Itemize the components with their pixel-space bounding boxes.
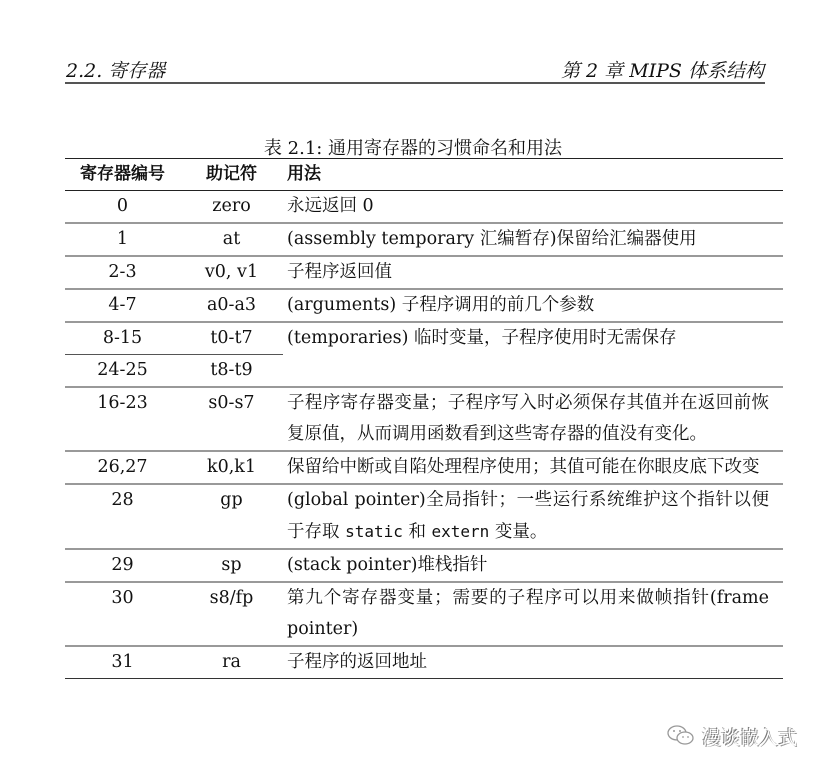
- register-mnemonic: zero: [180, 191, 283, 224]
- register-number: 30: [65, 582, 180, 646]
- register-mnemonic: t8-t9: [180, 355, 283, 388]
- table-row: [65, 582, 783, 646]
- table-header-row: [65, 159, 783, 191]
- register-number: 1: [65, 223, 180, 256]
- usage-text: 变量。: [489, 522, 548, 542]
- table-row: [65, 191, 783, 224]
- table-row: [65, 387, 783, 451]
- register-number: 0: [65, 191, 180, 224]
- register-table: [65, 158, 783, 679]
- register-number: 24-25: [65, 355, 180, 388]
- register-number: 2-3: [65, 256, 180, 289]
- register-number: 29: [65, 549, 180, 582]
- register-number: 26,27: [65, 451, 180, 484]
- table-row: [65, 223, 783, 256]
- register-number: 31: [65, 646, 180, 679]
- register-mnemonic: k0,k1: [180, 451, 283, 484]
- register-usage: (assembly temporary 汇编暂存)保留给汇编器使用: [283, 223, 783, 256]
- column-header-mnemonic: 助记符: [180, 159, 283, 191]
- register-usage: [283, 484, 783, 549]
- table-row: [65, 646, 783, 679]
- register-usage: (stack pointer)堆栈指针: [283, 549, 783, 582]
- register-usage: (arguments) 子程序调用的前几个参数: [283, 289, 783, 322]
- running-header-chapter: 第 2 章 MIPS 体系结构: [560, 60, 764, 82]
- register-mnemonic: s0-s7: [180, 387, 283, 451]
- wechat-icon: [666, 724, 696, 748]
- usage-text: 和: [402, 522, 432, 542]
- register-number: 16-23: [65, 387, 180, 451]
- code-static: static: [345, 522, 403, 541]
- column-header-usage: 用法: [283, 159, 783, 191]
- register-mnemonic: s8/fp: [180, 582, 283, 646]
- table-caption: 表 2.1: 通用寄存器的习惯命名和用法: [263, 138, 563, 159]
- table-row: [65, 256, 783, 289]
- register-mnemonic: v0, v1: [180, 256, 283, 289]
- register-mnemonic: sp: [180, 549, 283, 582]
- register-mnemonic: a0-a3: [180, 289, 283, 322]
- register-usage: 子程序的返回地址: [283, 646, 783, 679]
- column-header-number: 寄存器编号: [65, 159, 180, 191]
- register-usage: 第九个寄存器变量；需要的子程序可以用来做帧指针(frame pointer): [283, 582, 783, 646]
- register-mnemonic: t0-t7: [180, 322, 283, 355]
- register-mnemonic: ra: [180, 646, 283, 679]
- running-header-section: 2.2. 寄存器: [66, 60, 166, 82]
- register-number: 8-15: [65, 322, 180, 355]
- table-row: [65, 322, 783, 355]
- register-usage: 永远返回 0: [283, 191, 783, 224]
- register-usage: (temporaries) 临时变量，子程序使用时无需保存: [283, 322, 783, 387]
- table-row: [65, 289, 783, 322]
- watermark-text: 漫谈嵌入式: [702, 726, 798, 749]
- usage-text: (global pointer)全局指针；一些运行系统维护这个指针以便于存取: [287, 490, 769, 542]
- register-usage: 子程序寄存器变量；子程序写入时必须保存其值并在返回前恢复原值，从而调用函数看到这些寄存器的值没有变化。: [283, 387, 783, 451]
- code-extern: extern: [431, 522, 490, 541]
- register-number: 28: [65, 484, 180, 549]
- register-usage: 子程序返回值: [283, 256, 783, 289]
- table-row: [65, 484, 783, 549]
- table-row: [65, 549, 783, 582]
- header-rule: [65, 82, 765, 84]
- register-number: 4-7: [65, 289, 180, 322]
- table-row: [65, 451, 783, 484]
- register-mnemonic: gp: [180, 484, 283, 549]
- watermark: [660, 722, 797, 750]
- register-mnemonic: at: [180, 223, 283, 256]
- register-usage: 保留给中断或自陷处理程序使用；其值可能在你眼皮底下改变: [283, 451, 783, 484]
